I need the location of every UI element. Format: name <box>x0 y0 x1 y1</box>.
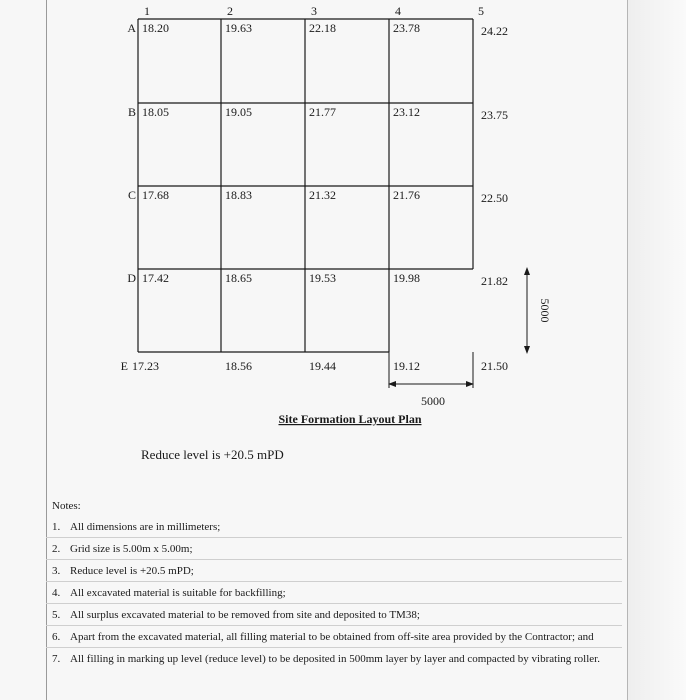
note-divider <box>46 603 622 604</box>
plan-title: Site Formation Layout Plan <box>278 412 422 426</box>
row-label-c: C <box>127 188 136 202</box>
vertical-dimension-label: 5000 <box>538 298 552 323</box>
notes-title: Notes: <box>52 500 81 512</box>
level-d4: 19.98 <box>393 271 420 285</box>
level-c3: 21.32 <box>309 188 336 202</box>
note-text: All surplus excavated material to be removed from site and deposited to TM38; <box>70 609 420 621</box>
row-label-d: D <box>127 271 136 285</box>
note-number: 2. <box>52 543 61 555</box>
level-a1: 18.20 <box>142 21 169 35</box>
note-item-4 <box>52 585 622 601</box>
note-text: Grid size is 5.00m x 5.00m; <box>70 543 193 555</box>
column-label-4: 4 <box>395 4 401 18</box>
level-b5: 23.75 <box>481 108 508 122</box>
note-text: All dimensions are in millimeters; <box>70 521 221 533</box>
note-item-3 <box>52 563 622 579</box>
horizontal-dimension-label: 5000 <box>421 394 445 408</box>
note-item-6 <box>52 629 622 645</box>
note-divider <box>46 647 622 648</box>
level-e1: 17.23 <box>132 359 159 373</box>
note-divider <box>46 537 622 538</box>
column-label-1: 1 <box>144 4 150 18</box>
level-e2: 18.56 <box>225 359 252 373</box>
row-label-b: B <box>127 105 136 119</box>
notes-list <box>52 519 622 667</box>
level-b1: 18.05 <box>142 105 169 119</box>
note-divider <box>46 559 622 560</box>
level-b2: 19.05 <box>225 105 252 119</box>
note-text: Reduce level is +20.5 mPD; <box>70 565 194 577</box>
level-c1: 17.68 <box>142 188 169 202</box>
note-item-2 <box>52 541 622 557</box>
column-label-5: 5 <box>478 4 484 18</box>
row-label-a: A <box>127 21 136 35</box>
level-e4: 19.12 <box>393 359 420 373</box>
level-a2: 19.63 <box>225 21 252 35</box>
reduce-level-statement: Reduce level is +20.5 mPD <box>141 447 284 462</box>
note-number: 6. <box>52 631 61 643</box>
note-text: Apart from the excavated material, all filling material to be obtained from off-site area provided by the Contractor; and <box>70 631 594 643</box>
level-d5: 21.82 <box>481 274 508 288</box>
level-b4: 23.12 <box>393 105 420 119</box>
level-a3: 22.18 <box>309 21 336 35</box>
vertical-dimension-arrow-top <box>524 267 530 275</box>
note-divider <box>46 625 622 626</box>
level-a5: 24.22 <box>481 24 508 38</box>
notes-section <box>52 498 622 667</box>
vertical-dimension-arrow-bottom <box>524 346 530 354</box>
note-number: 4. <box>52 587 61 599</box>
level-e5: 21.50 <box>481 359 508 373</box>
level-d3: 19.53 <box>309 271 336 285</box>
note-number: 1. <box>52 521 61 533</box>
level-c4: 21.76 <box>393 188 420 202</box>
note-divider <box>46 581 622 582</box>
column-label-3: 3 <box>311 4 317 18</box>
note-item-5 <box>52 607 622 623</box>
level-a4: 23.78 <box>393 21 420 35</box>
note-item-1 <box>52 519 622 535</box>
column-label-2: 2 <box>227 4 233 18</box>
level-d2: 18.65 <box>225 271 252 285</box>
note-number: 5. <box>52 609 61 621</box>
note-number: 3. <box>52 565 61 577</box>
row-label-e: E <box>120 359 128 373</box>
note-text: All filling in marking up level (reduce level) to be deposited in 500mm layer by layer and compacted by vibrating roller. <box>70 653 600 665</box>
level-e3: 19.44 <box>309 359 336 373</box>
note-item-7 <box>52 651 622 667</box>
note-text: All excavated material is suitable for backfilling; <box>70 587 286 599</box>
level-c2: 18.83 <box>225 188 252 202</box>
level-b3: 21.77 <box>309 105 336 119</box>
level-c5: 22.50 <box>481 191 508 205</box>
note-number: 7. <box>52 653 61 665</box>
level-d1: 17.42 <box>142 271 169 285</box>
